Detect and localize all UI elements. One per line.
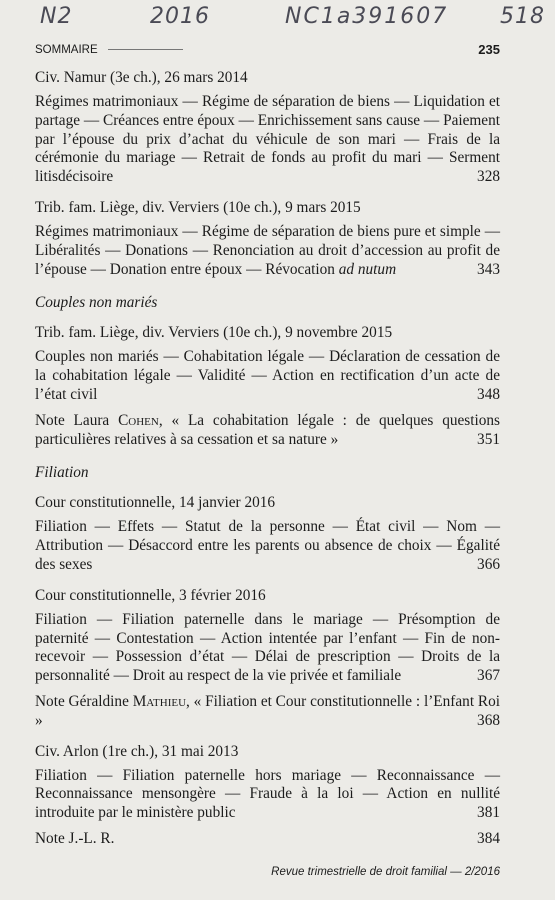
note-title: , « Filiation et Cour constitutionnelle : l’Enfant Roi » bbox=[35, 692, 501, 729]
court-heading: Civ. Arlon (1re ch.), 31 mai 2013 bbox=[35, 742, 239, 760]
entry-page: 381 bbox=[477, 804, 500, 822]
note-author: Mathieu bbox=[132, 692, 187, 710]
header-rule bbox=[108, 49, 183, 50]
note-title: , « La cohabitation légale : de quelques questions particulières relatives à sa cessation et sa nature » bbox=[35, 411, 500, 448]
court-heading: Cour constitutionnelle, 14 janvier 2016 bbox=[35, 494, 276, 512]
entry-text: Filiation — Filiation paternelle dans le mariage — Présomption de paternité — Contestation — Action intentée par l’enfant — Fin de non-recevoir — Possession d’état — Délai de prescription — Droits de la personnalité — Droit au respect de la vie privée et familiale bbox=[35, 610, 500, 685]
toc-entry bbox=[35, 767, 500, 823]
entry-page: 366 bbox=[477, 555, 500, 573]
section-heading: Filiation bbox=[35, 464, 89, 482]
entry-page: 367 bbox=[477, 667, 500, 685]
handwritten-note-3: NC1a391607 bbox=[285, 4, 449, 29]
toc-entry bbox=[35, 611, 500, 686]
page-header bbox=[35, 42, 500, 57]
entry-text: Filiation — Effets — Statut de la personne — État civil — Nom — Attribution — Désaccord entre les parents ou absence de choix — Égalité des sexes bbox=[35, 518, 500, 573]
entry-text: Régimes matrimoniaux — Régime de séparation de biens pure et simple — Libéralités — Donations — Renonciation au droit d’accession au profit de l’épouse — Donation entre époux — Révocation bbox=[35, 222, 500, 278]
entry-page: 348 bbox=[477, 385, 500, 403]
section-heading: Couples non mariés bbox=[35, 294, 158, 312]
entry-page: 384 bbox=[477, 829, 500, 847]
toc-entry bbox=[35, 348, 500, 404]
page-footer: Revue trimestrielle de droit familial — 2/2016 bbox=[271, 866, 500, 878]
header-title: SOMMAIRE bbox=[35, 43, 98, 56]
entry-text: Couples non mariés — Cohabitation légale — Déclaration de cessation de la cohabitation légale — Validité — Action en rectification d’un acte de l’état civil bbox=[35, 348, 500, 403]
note-text: Note J.-L. R. bbox=[35, 829, 115, 847]
toc-note bbox=[35, 412, 500, 450]
court-heading: Cour constitutionnelle, 3 février 2016 bbox=[35, 586, 266, 604]
handwritten-note-4: 518 bbox=[500, 4, 545, 29]
court-heading: Civ. Namur (3e ch.), 26 mars 2014 bbox=[35, 69, 248, 86]
toc-entry bbox=[35, 223, 500, 279]
court-heading: Trib. fam. Liège, div. Verviers (10e ch.), 9 novembre 2015 bbox=[35, 324, 393, 342]
toc-note bbox=[35, 830, 500, 849]
toc-entry bbox=[35, 518, 500, 574]
entry-page: 328 bbox=[477, 168, 500, 186]
note-author: Cohen bbox=[118, 411, 159, 429]
page-number: 235 bbox=[478, 42, 500, 57]
handwritten-note-2: 2016 bbox=[150, 4, 210, 29]
table-of-contents bbox=[35, 68, 500, 849]
note-prefix: Note Laura bbox=[35, 411, 110, 429]
entry-text-italic: ad nutum bbox=[338, 260, 397, 278]
entry-page: 351 bbox=[477, 430, 500, 448]
note-prefix: Note Géraldine bbox=[35, 692, 129, 710]
handwritten-note-1: N2 bbox=[40, 4, 73, 29]
toc-note bbox=[35, 693, 500, 731]
toc-entry bbox=[35, 93, 500, 187]
entry-page: 368 bbox=[477, 711, 500, 729]
court-heading: Trib. fam. Liège, div. Verviers (10e ch.), 9 mars 2015 bbox=[35, 198, 361, 216]
entry-text: Régimes matrimoniaux — Régime de séparation de biens — Liquidation et partage — Créances entre époux — Enrichissement sans cause — Paiement par l’épouse du prix d’achat du véhicule de son mari — Frais de la cérémonie du mariage — Retrait de fonds au profit du mari — Serment litisdécisoire bbox=[35, 93, 500, 186]
entry-page: 343 bbox=[477, 260, 500, 278]
entry-text: Filiation — Filiation paternelle hors mariage — Reconnaissance — Reconnaissance mensongère — Fraude à la loi — Action en nullité introduite par le ministère public bbox=[35, 766, 500, 822]
